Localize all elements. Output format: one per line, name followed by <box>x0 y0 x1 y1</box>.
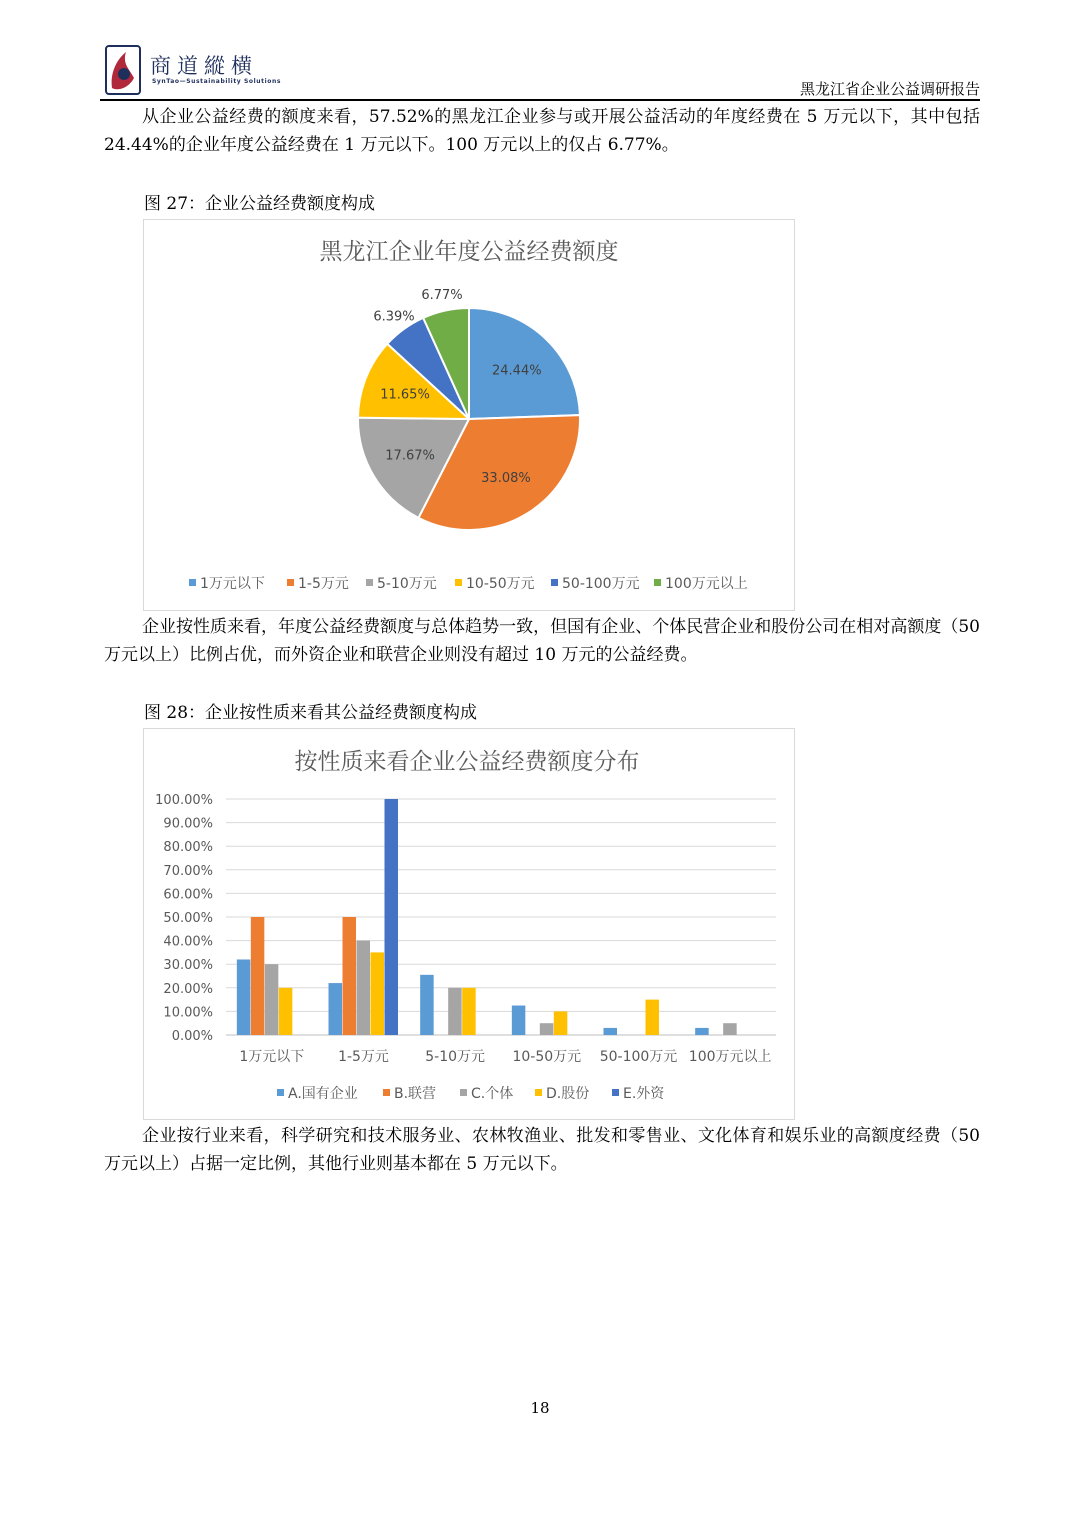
bar <box>371 952 385 1035</box>
legend-swatch <box>612 1089 619 1096</box>
legend-swatch <box>189 579 196 586</box>
bar <box>554 1011 568 1035</box>
bar <box>343 917 357 1035</box>
legend-label: 1-5万元 <box>298 576 349 592</box>
legend-swatch <box>654 579 661 586</box>
brand-name-en: SynTao—Sustainability Solutions <box>152 78 282 85</box>
bar <box>237 959 251 1035</box>
y-tick-label: 50.00% <box>163 911 213 926</box>
bar-chart-frame <box>143 728 795 1120</box>
x-tick-label: 1-5万元 <box>338 1049 389 1065</box>
legend-label: C.个体 <box>471 1086 514 1102</box>
pie-chart <box>144 220 794 610</box>
x-tick-label: 50-100万元 <box>599 1049 678 1065</box>
bar <box>448 988 462 1035</box>
figure-28-caption: 图 28：企业按性质来看其公益经费额度构成 <box>144 703 478 723</box>
y-tick-label: 60.00% <box>163 887 213 903</box>
paragraph-by-industry: 企业按行业来看，科学研究和技术服务业、农林牧渔业、批发和零售业、文化体育和娱乐业的高额度经费（50 万元以上）占据一定比例，其他行业则基本都在 5 万元以下。 <box>104 1126 980 1174</box>
legend-swatch <box>277 1089 284 1096</box>
bar <box>265 964 279 1035</box>
bar <box>329 983 343 1035</box>
legend-label: 5-10万元 <box>377 576 437 592</box>
legend-swatch <box>455 579 462 586</box>
legend-label: E.外资 <box>623 1086 665 1102</box>
pie-data-label: 33.08% <box>481 471 531 487</box>
bar <box>540 1023 554 1035</box>
bar <box>462 988 476 1035</box>
legend-label: 50-100万元 <box>562 576 640 592</box>
legend-swatch <box>287 579 294 586</box>
pie-chart-title: 黑龙江企业年度公益经费额度 <box>319 239 619 265</box>
y-tick-label: 30.00% <box>163 958 213 974</box>
bar <box>357 941 371 1035</box>
header-rule <box>100 99 980 101</box>
syntao-logo-icon <box>104 44 144 96</box>
y-tick-label: 10.00% <box>163 1005 213 1021</box>
y-tick-label: 80.00% <box>163 840 213 856</box>
y-tick-label: 70.00% <box>163 863 213 879</box>
bar <box>723 1023 737 1035</box>
bar <box>604 1028 618 1035</box>
x-tick-label: 1万元以下 <box>239 1049 305 1065</box>
y-tick-label: 0.00% <box>171 1029 213 1044</box>
bar-chart <box>144 729 794 1119</box>
bar-chart-title: 按性质来看企业公益经费额度分布 <box>294 749 640 775</box>
pie-chart-frame <box>143 219 795 611</box>
bar <box>385 799 399 1035</box>
report-title: 黑龙江省企业公益调研报告 <box>799 80 980 98</box>
y-tick-label: 40.00% <box>163 934 213 950</box>
bar <box>695 1028 709 1035</box>
bar <box>279 988 293 1035</box>
y-tick-label: 100.00% <box>155 793 213 808</box>
pie-data-label: 6.39% <box>373 309 415 325</box>
legend-label: 1万元以下 <box>200 576 265 592</box>
legend-label: A.国有企业 <box>288 1086 358 1102</box>
legend-swatch <box>460 1089 467 1096</box>
bar <box>420 975 434 1035</box>
bar <box>251 917 265 1035</box>
pie-data-label: 17.67% <box>385 448 435 464</box>
page-number: 18 <box>530 1399 550 1417</box>
y-tick-label: 90.00% <box>163 816 213 832</box>
legend-swatch <box>383 1089 390 1096</box>
legend-swatch <box>366 579 373 586</box>
pie-data-label: 24.44% <box>492 363 542 379</box>
legend-label: 100万元以上 <box>665 576 748 592</box>
paragraph-funding-overview: 从企业公益经费的额度来看，57.52%的黑龙江企业参与或开展公益活动的年度经费在 5 万元以下，其中包括 24.44%的企业年度公益经费在 1 万元以下。100 万元以上的仅占 6.77%。 <box>104 107 980 155</box>
x-tick-label: 10-50万元 <box>512 1049 582 1065</box>
brand-name-cn: 商道縱横 <box>150 54 258 78</box>
pie-data-label: 6.77% <box>421 287 463 303</box>
bar <box>512 1006 526 1036</box>
page-header <box>100 40 980 102</box>
bar <box>646 1000 660 1035</box>
y-tick-label: 20.00% <box>163 981 213 997</box>
pie-data-label: 11.65% <box>380 387 430 403</box>
legend-swatch <box>551 579 558 586</box>
x-tick-label: 100万元以上 <box>688 1049 772 1065</box>
legend-swatch <box>535 1089 542 1096</box>
x-tick-label: 5-10万元 <box>425 1049 486 1065</box>
legend-label: B.联营 <box>394 1086 437 1102</box>
paragraph-by-ownership: 企业按性质来看，年度公益经费额度与总体趋势一致，但国有企业、个体民营企业和股份公司在相对高额度（50 万元以上）比例占优，而外资企业和联营企业则没有超过 10 万元的公益经费。 <box>104 617 980 665</box>
legend-label: D.股份 <box>546 1086 590 1102</box>
figure-27-caption: 图 27：企业公益经费额度构成 <box>144 194 376 214</box>
legend-label: 10-50万元 <box>466 576 535 592</box>
